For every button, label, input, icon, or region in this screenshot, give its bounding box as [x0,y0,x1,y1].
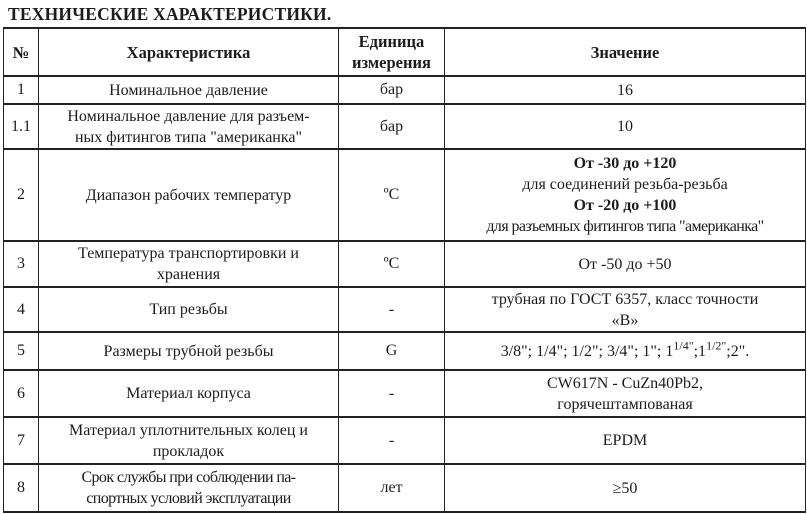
table-row [4,287,806,332]
cell-num: 6 [4,370,39,417]
cell-characteristic: Температура транспортировки и хранения [39,241,339,287]
cell-characteristic: Номинальное давление для разъем- ных фитингов типа "американка" [39,104,339,149]
header-unit-line1: Единица [358,32,425,51]
cell-value: От -50 до +50 [445,241,806,287]
cell-value: 16 [445,76,806,104]
table-row [4,417,806,464]
cell-num: 8 [4,464,39,512]
table-row [4,241,806,287]
cell-unit: G [339,332,445,370]
cell-num: 5 [4,332,39,370]
table-header-row [4,28,806,76]
cell-characteristic: Материал уплотнительных колец и прокладок [39,417,339,464]
header-unit-line2: измерения [352,53,431,72]
cell-value: ≥50 [445,464,806,512]
cell-num: 4 [4,287,39,332]
table-row [4,464,806,512]
cell-num: 7 [4,417,39,464]
page-title: ТЕХНИЧЕСКИЕ ХАРАКТЕРИСТИКИ. [8,4,332,24]
cell-characteristic: Размеры трубной резьбы [39,332,339,370]
table-row [4,104,806,149]
cell-value: CW617N - CuZn40Pb2, горячештампованая [445,370,806,417]
cell-unit: бар [339,76,445,104]
specs-table [3,27,806,513]
cell-characteristic: Номинальное давление [39,76,339,104]
cell-unit: - [339,287,445,332]
cell-unit: лет [339,464,445,512]
cell-value: 3/8"; 1/4"; 1/2"; 3/4"; 1"; $1^{1/4"};1^{1/2"};2$". [445,332,806,370]
cell-num: 3 [4,241,39,287]
header-characteristic: Характеристика [39,28,339,76]
cell-characteristic: Диапазон рабочих температур [39,149,339,241]
table-row [4,332,806,370]
header-unit [339,28,445,76]
header-num: № [4,28,39,76]
cell-value: 10 [445,104,806,149]
cell-characteristic: Тип резьбы [39,287,339,332]
table-row [4,76,806,104]
cell-characteristic: Материал корпуса [39,370,339,417]
cell-unit: бар [339,104,445,149]
cell-num: 1.1 [4,104,39,149]
cell-num: 1 [4,76,39,104]
cell-value: От -30 до +120 для соединений резьба-резьба От -20 до +100 для разъемных фитингов типа "американка" [445,149,806,241]
cell-characteristic: Срок службы при соблюдении па- спортных условий эксплуатации [39,464,339,512]
cell-unit: - [339,417,445,464]
cell-value: трубная по ГОСТ 6357, класс точности «В» [445,287,806,332]
table-row [4,370,806,417]
header-value: Значение [445,28,806,76]
cell-num: 2 [4,149,39,241]
cell-value: EPDM [445,417,806,464]
cell-unit: ºC [339,149,445,241]
cell-unit: ºC [339,241,445,287]
table-row [4,149,806,241]
cell-unit: - [339,370,445,417]
